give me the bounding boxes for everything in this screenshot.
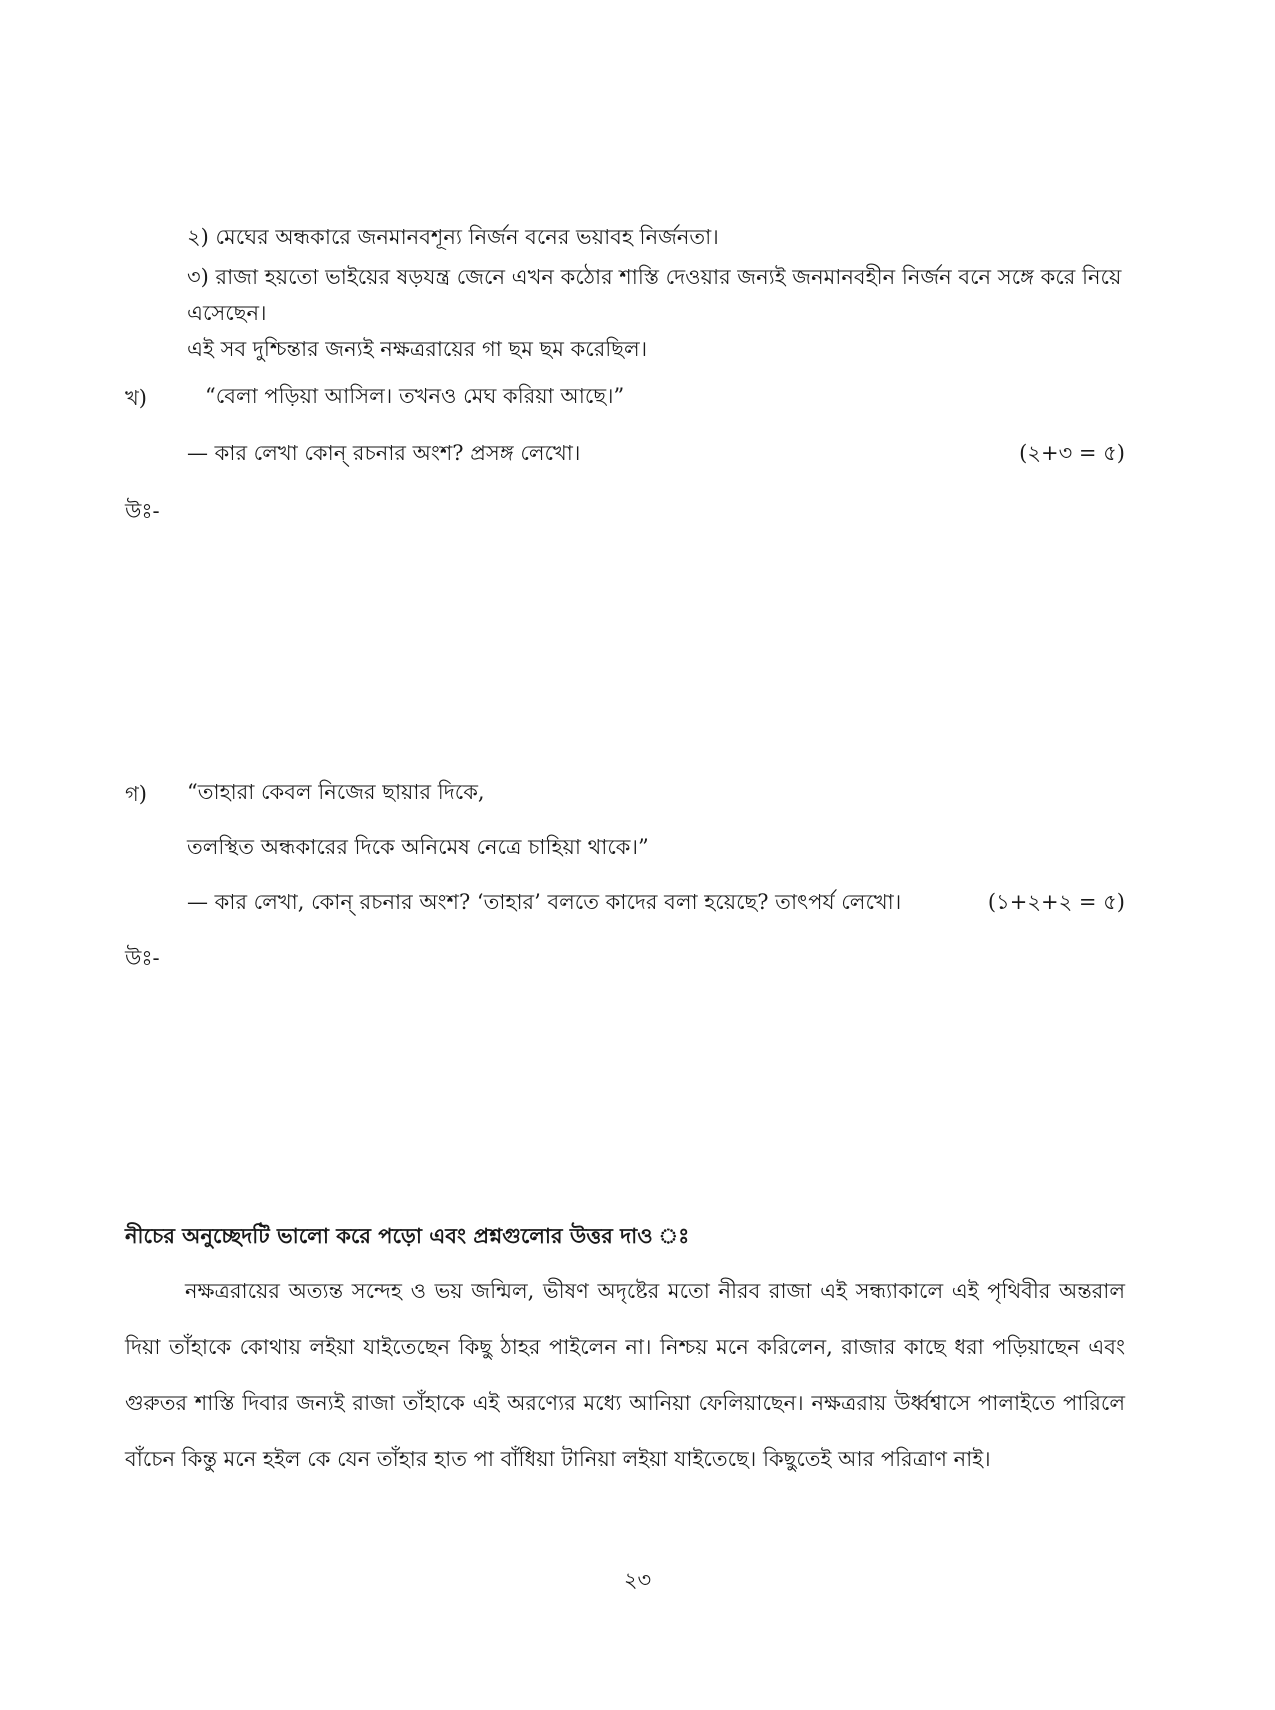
question-ga-prompt: — কার লেখা, কোন্ রচনার অংশ? ‘তাহার’ বলতে কাদের বলা হয়েছে? তাৎপর্য লেখো। — [187, 890, 902, 914]
question-ga-answer-label: উঃ- — [125, 946, 160, 970]
question-ga-quote-line1: “তাহারা কেবল নিজের ছায়ার দিকে, — [187, 780, 485, 804]
question-kha-label: খ) — [125, 386, 147, 410]
answer-point-3-line2: এসেছেন। — [187, 301, 267, 325]
page-number: ২৩ — [623, 1568, 652, 1592]
answer-point-3-line1: ৩) রাজা হয়তো ভাইয়ের ষড়যন্ত্র জেনে এখন কঠোর শাস্তি দেওয়ার জন্যই জনমানবহীন নির্জন বনে সঙ্গে করে নিয়ে — [187, 265, 1122, 289]
question-kha-quote: “বেলা পড়িয়া আসিল। তখনও মেঘ করিয়া আছে।” — [205, 384, 625, 408]
question-ga-marks: (১+২+২ = ৫) — [987, 890, 1125, 914]
answer-point-2: ২) মেঘের অন্ধকারে জনমানবশূন্য নির্জন বনের ভয়াবহ নির্জনতা। — [187, 225, 719, 249]
question-kha-prompt: — কার লেখা কোন্ রচনার অংশ? প্রসঙ্গ লেখো। — [187, 441, 581, 465]
question-kha-marks: (২+৩ = ৫) — [1019, 441, 1125, 465]
passage-text: নক্ষত্ররায়ের অত্যন্ত সন্দেহ ও ভয় জন্মিল, ভীষণ অদৃষ্টের মতো নীরব রাজা এই সন্ধ্যাকালে এই পৃথিবীর অন্তরাল দিয়া তাঁহাকে কোথায় লইয়া যাইতেছেন কিছু ঠাহর পাইলেন না। নিশ্চয় মনে করিলেন, রাজার কাছে ধরা পড়িয়াছেন এবং গুরুতর শাস্তি দিবার জন্যই রাজা তাঁহাকে এই অরণ্যের মধ্যে আনিয়া ফেলিয়াছেন। নক্ষত্ররায় উর্ধ্বশ্বাসে পালাইতে পারিলে বাঁচেন কিন্তু মনে হইল কে যেন তাঁহার হাত পা বাঁধিয়া টানিয়া লইয়া যাইতেছে। কিছুতেই আর পরিত্রাণ নাই। — [125, 1279, 1125, 1471]
question-ga-quote-line2: তলস্থিত অন্ধকারের দিকে অনিমেষ নেত্রে চাহিয়া থাকে।” — [187, 835, 649, 859]
question-ga-label: গ) — [125, 782, 147, 806]
passage-heading: নীচের অনুচ্ছেদটি ভালো করে পড়ো এবং প্রশ্নগুলোর উত্তর দাও ঃ — [125, 1223, 690, 1248]
question-kha-answer-label: উঃ- — [125, 499, 160, 523]
answer-conclusion: এই সব দুশ্চিন্তার জন্যই নক্ষত্ররায়ের গা ছম ছম করেছিল। — [187, 337, 648, 361]
